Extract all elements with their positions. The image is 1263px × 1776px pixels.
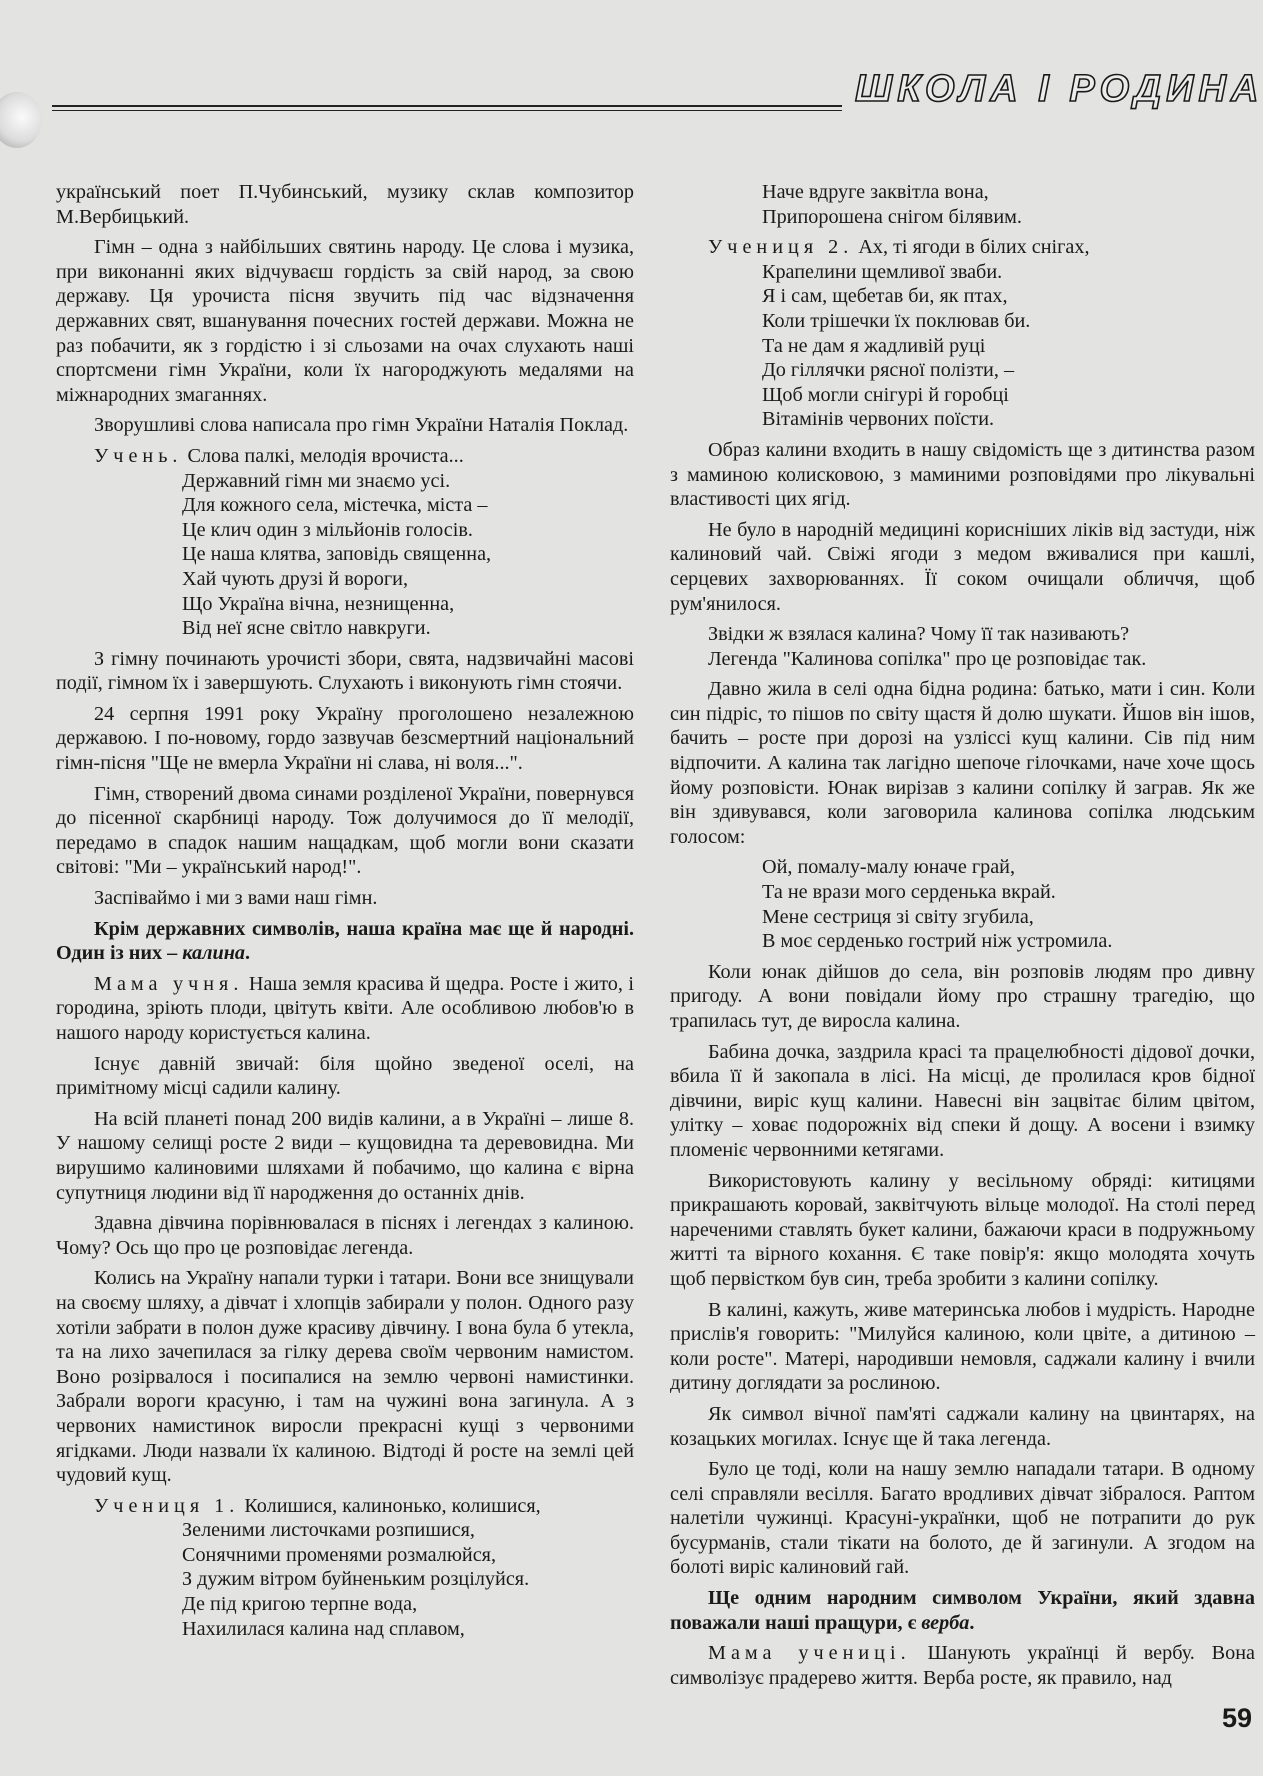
verse-line: Для кожного села, містечка, міста – (182, 494, 488, 517)
paragraph: Існує давній звичай: біля щойно зведеної оселі, на примітному місці садили калину. (56, 1052, 634, 1100)
paragraph: український поет П.Чубинський, музику склав композитор М.Вербицький. (56, 181, 634, 228)
verse-line: Сонячними променями розмалюйся, (182, 1543, 496, 1566)
verse-line: Хай чують друзі й вороги, (182, 567, 409, 590)
verse-line: Вітамінів червоних поїсти. (762, 408, 995, 431)
paragraph: Бабина дочка, заздрила красі та працелюбності дідової дочки, вбила її й закопала в лісі. На місці, де пролилася кров бідної дівчини, виріс кущ калини. Навесні він зацвітає білим цвітом, улітку – ховає подорожніх від спеки й дощу. А восени і взимку пломеніє червонними кетягами. (670, 1040, 1255, 1161)
bold-paragraph: Ще одним народним символом України, який здавна поважали наші пращури, є верба. (670, 1587, 1255, 1634)
italic-term: верба (921, 1611, 970, 1634)
paragraph: Не було в народній медицині корисніших ліків від застуди, ніж калиновий чай. Свіжі ягоди з медом вживалися при кашлі, серцевих захворюваннях. Її соком очищали обличчя, щоб рум'янилося. (670, 518, 1255, 615)
verse-line: Зеленими листочками розпишися, (182, 1519, 475, 1542)
italic-term: калина (182, 942, 245, 965)
poem-verse (56, 444, 634, 641)
paragraph: 24 серпня 1991 року Україну проголошено незалежною державою. І по-новому, гордо зазвучав безсмертний національний гімн-пісня "Ще не вмерла України ні слава, ні воля...". (56, 702, 634, 775)
verse-line: До гіллячки рясної полізти, – (762, 359, 1015, 382)
verse-line: Де під кригою терпне вода, (182, 1593, 418, 1616)
verse-line: Крапелини щемливої зваби. (762, 260, 1003, 283)
verse-line: Що Україна вічна, незнищенна, (182, 592, 455, 615)
verse-line: Я і сам, щебетав би, як птах, (762, 285, 1008, 308)
poem-verse (56, 1494, 634, 1642)
paragraph: З гімну починають урочисті збори, свята, надзвичайні масові події, гімном їх і завершують. Слухають і виконують гімн стоячи. (56, 647, 634, 695)
verse-line: Нахилилася калина над сплавом, (182, 1617, 465, 1640)
paragraph: На всій планеті понад 200 видів калини, а в Україні – лише 8. У нашому селищі росте 2 види – кущовидна та деревовидна. Ми вирушимо калиновими шляхами й побачимо, що калина є вірна супутниця людини від її народження до останніх днів. (56, 1107, 634, 1204)
paragraph: Гімн, створений двома синами розділеної України, повернувся до пісенної скарбниці народу. Тож долучимося до її мелодії, передамо в спадок нашим нащадкам, щоб могли вони сказати світові: "Ми – український народ!". (56, 782, 634, 879)
verse-line: Ой, помалу-малу юначе грай, (762, 856, 1016, 879)
paragraph: Гімн – одна з найбільших святинь народу. Це слова і музика, при виконанні яких відчуваєш гордість за свій народ, за свою державу. Ця урочиста пісня звучить під час відзначення державних свят, вшанування почесних гостей держави. Можна не раз побачити, як з гордістю і зі сльозами на очах слухають наші спортсмени гімн України, коли їх нагороджують медалями на міжнародних змаганнях. (56, 236, 634, 406)
paragraph: Як символ вічної пам'яті саджали калину на цвинтарях, на козацьких могилах. Існує ще й така легенда. (670, 1402, 1255, 1450)
paragraph: Образ калини входить в нашу свідомість ще з дитинства разом з маминою колисковою, з маминими розповідями про лікувальні властивості цих ягід. (670, 438, 1255, 511)
verse-line: Учень. Слова палкі, мелодія врочиста... (94, 444, 464, 467)
poem-verse (670, 235, 1255, 432)
verse-line: Коли трішечки їх поклював би. (762, 309, 1031, 332)
verse-line: В моє серденько гострий ніж устромила. (762, 930, 1113, 953)
paragraph: Було це тоді, коли на нашу землю нападали татари. В одному селі справляли весілля. Багато вродливих дівчат зібралося. Раптом налетіли чужинці. Красуні-українки, щоб не потрапити до рук бусурманів, стали тікати на болото, де й загинули. А згодом на болоті виріс калиновий гай. (670, 1458, 1255, 1579)
paragraph: Мама учениці. Шанують українці й вербу. Вона символізує прадерево життя. Верба росте, як правило, над (670, 1642, 1255, 1689)
verse-line: Мене сестриця зі світу згубила, (762, 905, 1034, 928)
paragraph: Легенда "Калинова сопілка" про це розповідає так. (708, 647, 1147, 670)
verse-line: Припорошена снігом білявим. (762, 205, 1022, 228)
verse-line: Від неї ясне світло навкруги. (182, 617, 431, 640)
speaker-label: Учень. (94, 444, 183, 467)
speaker-label: Учениця 2. (708, 236, 854, 259)
paragraph: Зворушливі слова написала про гімн України Наталія Поклад. (94, 414, 629, 437)
binder-hole (0, 92, 42, 148)
paragraph: Заспіваймо і ми з вами наш гімн. (94, 887, 378, 910)
verse-line: Щоб могли снігурі й горобці (762, 383, 1009, 406)
verse-line: Учениця 1. Колишися, калинонько, колишися, (94, 1494, 541, 1517)
page-number: 59 (1222, 1703, 1253, 1733)
bold-paragraph: Крім державних символів, наша країна має ще й народні. Один із них – калина. (56, 917, 634, 965)
verse-line: Та не дам я жадливій руці (762, 334, 986, 357)
verse-line: Державний гімн ми знаємо усі. (182, 469, 451, 492)
paragraph: Звідки ж взялася калина? Чому її так називають? (708, 623, 1130, 646)
speaker-label: Мама учня. (94, 972, 244, 995)
speaker-label: Учениця 1. (94, 1494, 240, 1517)
poem-verse (670, 180, 1255, 229)
section-title: ШКОЛА І РОДИНА (855, 68, 1263, 110)
paragraph: В калині, кажуть, живе материнська любов і мудрість. Народне прислів'я говорить: "Милуйся калиною, коли цвіте, а дитиною – коли росте". Матері, народивши немовля, саджали калину і вчили дитину доглядати за рослиною. (670, 1298, 1255, 1395)
verse-line: Та не врази мого серденька вкрай. (762, 881, 1056, 904)
verse-line: З дужим вітром буйненьким розцілуйся. (182, 1568, 530, 1591)
paragraph: Давно жила в селі одна бідна родина: батько, мати і син. Коли син підріс, то пішов по світу щастя й долю шукати. Йшов він ішов, бачить – росте при дорозі на узліссі кущ калини. Сів під ним відпочити. А калина так лагідно шепоче гілочками, наче хоче щось йому розповісти. Юнак вирізав з калини сопілку й заграв. Як же він здивувався, коли заговорила калинова сопілка людським голосом: (670, 678, 1255, 848)
verse-line: Наче вдруге заквітла вона, (762, 181, 989, 203)
paragraph: Здавна дівчина порівнювалася в піснях і легендах з калиною. Чому? Ось що про це розповідає легенда. (56, 1212, 634, 1259)
paragraph: Мама учня. Наша земля красива й щедра. Росте і жито, і городина, зріють плоди, цвітуть квіти. Але особливою любов'ю в нашого народу користується калина. (56, 972, 634, 1044)
header-rule (52, 105, 842, 111)
paragraph: Колись на Україну напали турки і татари. Вони все знищували на своєму шляху, а дівчат і хлопців забирали у полон. Одного разу хотіли забрати в полон дуже красиву дівчину. І вона була б утекла, та на лихо зачепилася за гілку дерева своїм червоним намистом. Воно розірвалося і посипалися на землю червоні намистинки. Забрали вороги красуню, і там на чужині вона загинула. А з червоних намистинок виросли прекрасні кущі з червоними ягідками. Люди назвали їх калиною. Відтоді й росте на землі цей чудовий кущ. (56, 1267, 634, 1487)
paragraph: Використовують калину у весільному обряді: китицями прикрашають коровай, заквітчують вільце молодої. На столі перед нареченими ставлять букет калини, бажаючи краси в подружньому житті та вірного кохання. Є таке повір'я: якщо молодята хочуть щоб первістком був син, треба зробити з калини сопілку. (670, 1169, 1255, 1290)
verse-line: Це клич один з мільйонів голосів. (182, 518, 473, 541)
speaker-label: Мама учениці. (708, 1642, 911, 1665)
verse-line: Це наша клятва, заповідь священна, (182, 543, 492, 566)
verse-line: Учениця 2. Ах, ті ягоди в білих снігах, (708, 236, 1090, 259)
paragraph: Коли юнак дійшов до села, він розповів людям про дивну пригоду. А вони повідали йому про страшну трагедію, що трапилась тут, де виросла калина. (670, 960, 1255, 1032)
left-column (56, 180, 634, 1660)
right-column (670, 180, 1255, 1689)
poem-verse (670, 855, 1255, 953)
